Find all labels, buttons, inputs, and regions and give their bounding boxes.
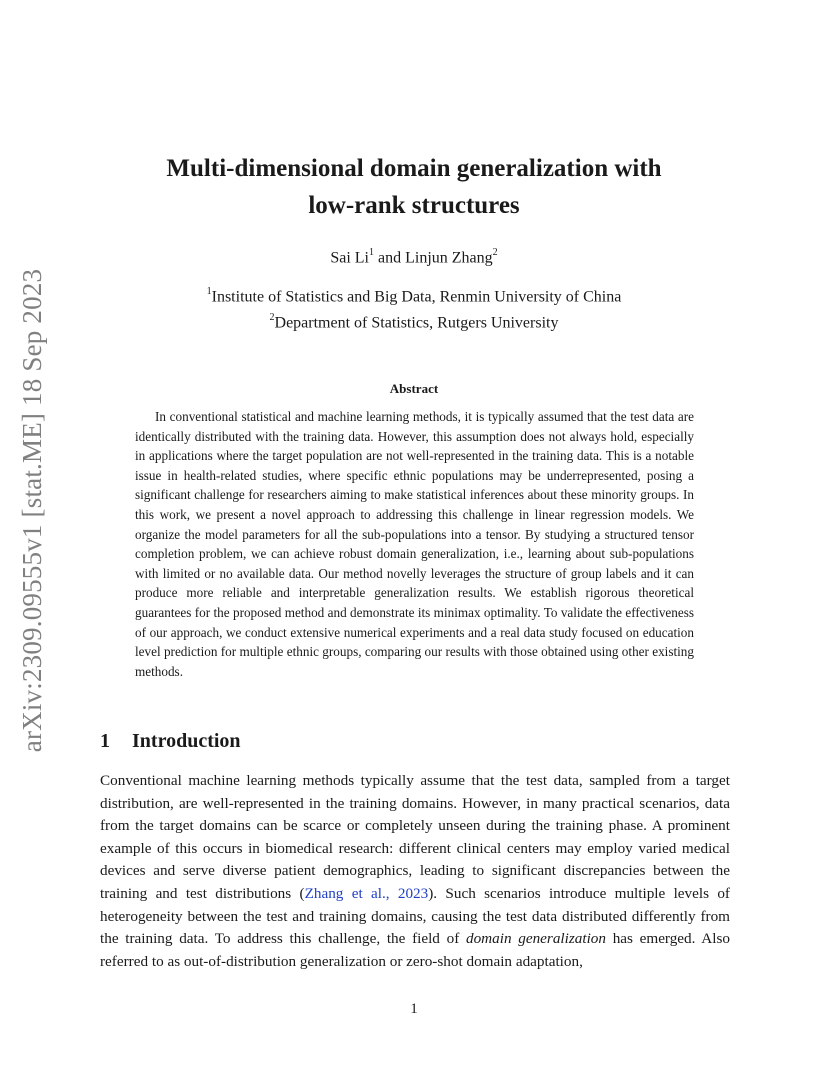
intro-text: has emerged. Also referred to as out-of-distribution generalization or zero-shot domain adaptation, [100,930,730,970]
paper-title-line-2: low-rank structures [308,192,520,219]
citation-link[interactable]: Zhang et al., 2023 [304,884,429,902]
paper-title-line-1: Multi-dimensional domain generalization with [166,155,662,182]
affiliation-mark: 2 [269,312,275,324]
section-heading [100,729,241,753]
author-list [0,243,828,269]
affiliation-text: Institute of Statistics and Big Data, Renmin University of China [211,288,622,306]
intro-text: ). Such scenarios introduce multiple levels of heterogeneity between the test and training domains, causing the test data distributed differently from the training data. To address this challenge, the field of [100,884,730,948]
section-title: Introduction [132,730,241,752]
emphasized-term: domain generalization [465,930,606,948]
arxiv-identifier-text: arXiv:2309.09555v1 [stat.ME] 18 Sep 2023 [17,268,48,752]
abstract-heading: Abstract [389,381,439,396]
affiliation-list [0,282,828,335]
intro-text: Conventional machine learning methods typically assume that the test data, sampled from a target distribution, are well-represented in the training domains. However, in many practical scenarios, data from the target domains can be scarce or completely unseen during the training phase. A prominent example of this occurs in biomedical research: different clinical centers may employ varied medical devices and serve diverse patient demographics, leading to significant discrepancies between the training and test distributions ( [100,772,730,902]
author-separator: and [374,249,406,267]
abstract-body: In conventional statistical and machine learning methods, it is typically assumed that the test data are identically distributed with the training data. However, this assumption does not always hold, especially in applications where the target population are not well-represented in the training data. This is a notable issue in health-related studies, where specific ethnic populations may be underrepresented, posing a significant challenge for researchers aiming to make statistical inferences about these minority groups. In this work, we present a novel approach to addressing this challenge in linear regression models. We organize the model parameters for all the sub-populations into a tensor. By studying a structured tensor completion problem, we can achieve robust domain generalization, i.e., learning about sub-populations with limited or no available data. Our method novelly leverages the structure of group labels and it can produce more reliable and interpretable generalization results. We establish rigorous theoretical guarantees for the proposed method and demonstrate its minimax optimality. To validate the effectiveness of our approach, we conduct extensive numerical experiments and a real data study focused on education level prediction for multiple ethnic groups, comparing our results with those obtained using other existing methods. [135,409,694,679]
affiliation-line [0,282,828,308]
introduction-paragraph [100,770,730,973]
author-affiliation-mark: 2 [492,247,498,258]
paper-title [0,150,828,224]
author-name: Linjun Zhang [405,249,493,267]
affiliation-line [0,308,828,334]
author-name: Sai Li [330,249,369,267]
page-number: 1 [410,1001,418,1017]
affiliation-mark: 1 [206,286,212,297]
affiliation-text: Department of Statistics, Rutgers University [274,314,559,332]
author-affiliation-mark: 1 [369,247,374,258]
section-number: 1 [100,730,110,752]
